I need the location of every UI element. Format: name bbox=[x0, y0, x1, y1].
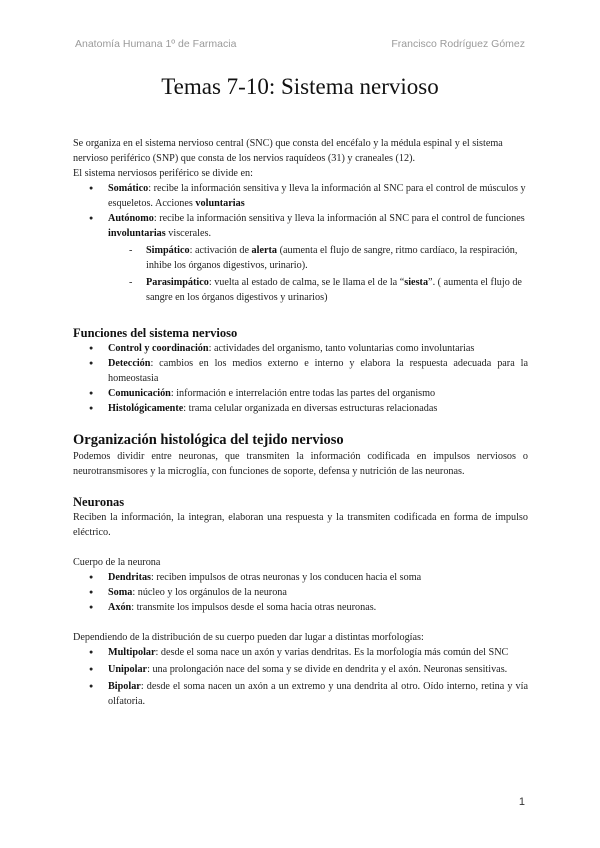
list-item-parasimpatico bbox=[73, 275, 528, 305]
text-autonomo: : recibe la información sensitiva y lleva la información al SNC para el control de funciones bbox=[153, 213, 525, 224]
term-unipolar: Unipolar bbox=[108, 664, 148, 675]
term-autonomo: Autónomo bbox=[108, 213, 154, 224]
text-bipolar: : desde el soma nacen un axón a un extremo y una dendrita al otro. Oído interno, retina y vía olfatoria. bbox=[108, 681, 528, 707]
term-simpatico: Simpático bbox=[146, 245, 190, 256]
text-dendritas: : reciben impulsos de otras neuronas y los conducen hacia el soma bbox=[151, 572, 422, 583]
text-axon: : transmite los impulsos desde el soma hacia otras neuronas. bbox=[131, 602, 377, 613]
term-voluntarias: voluntarias bbox=[195, 198, 245, 209]
list-item bbox=[73, 585, 528, 600]
neuronas-paragraph: Reciben la información, la integran, elaboran una respuesta y la transmiten codificada en forma de impulso eléctrico. bbox=[73, 512, 528, 538]
page-title: Temas 7-10: Sistema nervioso bbox=[161, 74, 439, 99]
text-simpatico-2: (aumenta el flujo de sangre, ritmo cardíaco, la respiración, inhibe los órganos digestivos, urinario). bbox=[146, 245, 518, 271]
list-item bbox=[73, 645, 528, 660]
text-deteccion: : cambios en los medios externo e interno y elabora la respuesta adecuada para la homeostasia bbox=[108, 358, 528, 384]
heading-organizacion: Organización histológica del tejido nervioso bbox=[73, 432, 344, 448]
cuerpo-list bbox=[73, 570, 528, 615]
term-siesta: siesta bbox=[404, 277, 429, 288]
term-multipolar: Multipolar bbox=[108, 647, 156, 658]
list-item bbox=[73, 600, 528, 615]
document-body bbox=[73, 136, 528, 709]
term-soma: Soma bbox=[108, 587, 133, 598]
term-comunicacion: Comunicación bbox=[108, 388, 171, 399]
snp-division-list bbox=[73, 181, 528, 241]
term-control: Control y coordinación bbox=[108, 343, 209, 354]
term-alerta: alerta bbox=[251, 245, 278, 256]
term-parasimpatico: Parasimpático bbox=[146, 277, 209, 288]
text-unipolar: : una prolongación nace del soma y se divide en dendrita y el axón. Neuronas sensitivas. bbox=[147, 664, 508, 675]
term-dendritas: Dendritas bbox=[108, 572, 152, 583]
text-soma: : núcleo y los orgánulos de la neurona bbox=[132, 587, 287, 598]
page-number: 1 bbox=[518, 796, 525, 808]
list-item-simpatico bbox=[73, 243, 528, 273]
list-item bbox=[73, 341, 528, 356]
morfologias-label: Dependiendo de la distribución de su cuerpo pueden dar lugar a distintas morfologías: bbox=[73, 632, 424, 643]
list-item-autonomo bbox=[73, 211, 528, 241]
list-item bbox=[73, 386, 528, 401]
header-right: Francisco Rodríguez Gómez bbox=[391, 38, 525, 50]
header-left: Anatomía Humana 1º de Farmacia bbox=[75, 38, 237, 50]
list-item bbox=[73, 401, 528, 416]
intro-subdivision: El sistema nerviosos periférico se divide en: bbox=[73, 168, 253, 179]
heading-neuronas: Neuronas bbox=[73, 495, 125, 509]
list-item bbox=[73, 570, 528, 585]
morfologias-list bbox=[73, 645, 528, 709]
heading-funciones: Funciones del sistema nervioso bbox=[73, 326, 238, 340]
text-multipolar: : desde el soma nace un axón y varias dendritas. Es la morfología más común del SNC bbox=[155, 647, 509, 658]
intro-paragraph: Se organiza en el sistema nervioso central (SNC) que consta del encéfalo y la médula espinal y el sistema nervioso periférico (SNP) que consta de los nervios raquídeos (31) y craneales (12). bbox=[73, 138, 503, 164]
organizacion-paragraph: Podemos dividir entre neuronas, que transmiten la información codificada en impulsos nerviosos o neurotransmisores y la microglía, con funciones de soporte, defensa y nutrición de las neuronas. bbox=[73, 451, 528, 477]
text-autonomo-end: viscerales. bbox=[165, 228, 212, 239]
funciones-list bbox=[73, 341, 528, 416]
text-parasimpatico-1: : vuelta al estado de calma, se le llama el de la “ bbox=[208, 277, 405, 288]
text-comunicacion: : información e interrelación entre todas las partes del organismo bbox=[170, 388, 436, 399]
term-axon: Axón bbox=[108, 602, 132, 613]
list-item bbox=[73, 356, 528, 386]
autonomo-sublist bbox=[73, 243, 528, 305]
term-somatico: Somático bbox=[108, 183, 149, 194]
list-item bbox=[73, 662, 528, 677]
term-involuntarias: involuntarias bbox=[108, 228, 166, 239]
text-histologicamente: : trama celular organizada en diversas estructuras relacionadas bbox=[183, 403, 438, 414]
term-histologicamente: Histológicamente bbox=[108, 403, 184, 414]
cuerpo-label: Cuerpo de la neurona bbox=[73, 557, 161, 568]
text-parasimpatico-2: ”. ( aumenta el flujo de sangre en los órganos digestivos y urinarios) bbox=[146, 277, 522, 303]
list-item bbox=[73, 679, 528, 709]
term-bipolar: Bipolar bbox=[108, 681, 141, 692]
text-somatico: : recibe la información sensitiva y lleva la información al SNC para el control de músculos y esqueletos. Acciones bbox=[108, 183, 526, 209]
list-item-somatico bbox=[73, 181, 528, 211]
text-control: : actividades del organismo, tanto voluntarias como involuntarias bbox=[208, 343, 475, 354]
text-simpatico-1: : activación de bbox=[189, 245, 252, 256]
term-deteccion: Detección bbox=[108, 358, 151, 369]
